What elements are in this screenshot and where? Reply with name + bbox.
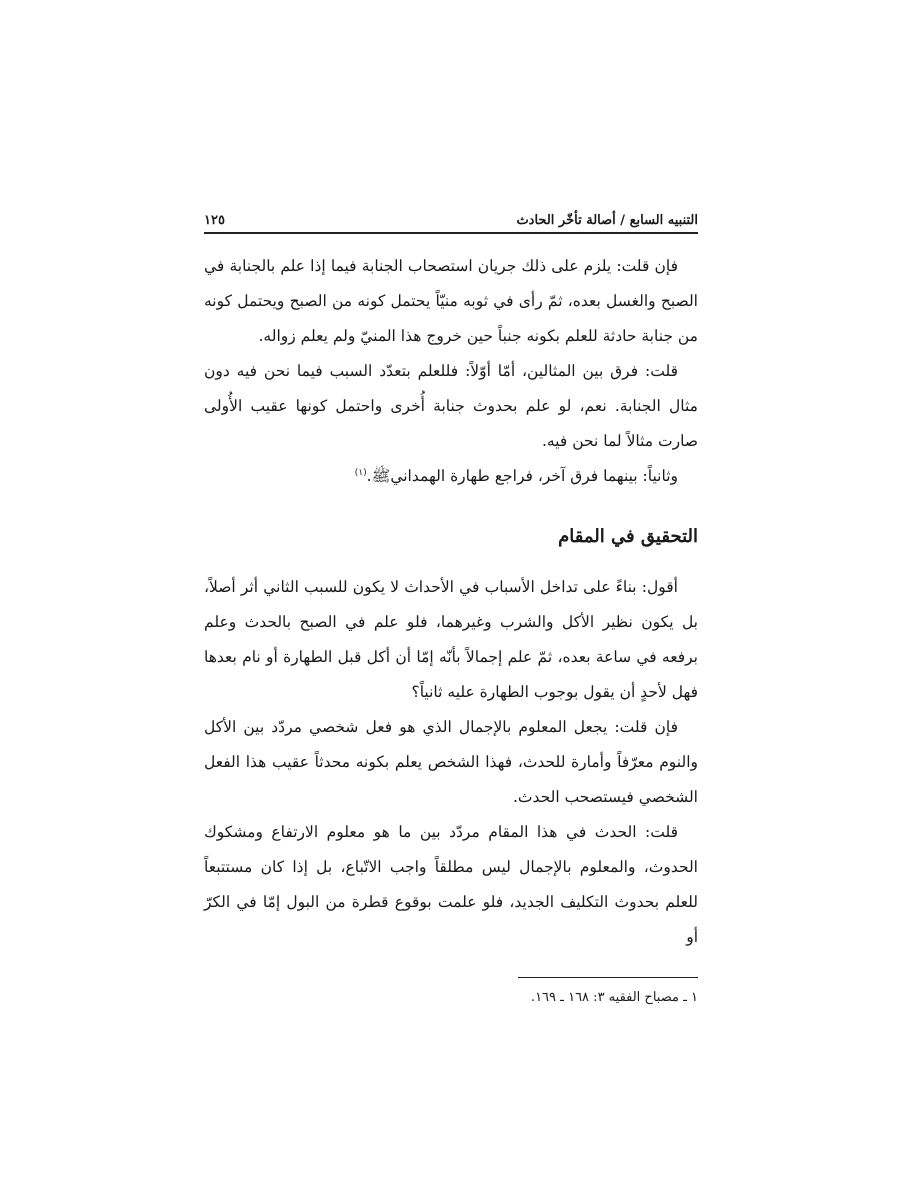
book-page xyxy=(204,206,698,1010)
footnote: ١ ـ مصباح الفقيه ٣: ١٦٨ ـ ١٦٩. xyxy=(530,990,698,1005)
footnote-marker: (١) xyxy=(354,467,367,478)
paragraph-5: فإن قلت: يجعل المعلوم بالإجمال الذي هو فعل شخصي مردّد بين الأكل والنوم معرّفاً وأمارة للحدث، فهذا الشخص يعلم بكونه محدثاً عقيب هذا الفعل الشخصي فيستصحب الحدث. xyxy=(204,718,698,806)
paragraph-3-end: . xyxy=(366,467,372,485)
paragraph-1: فإن قلت: يلزم على ذلك جريان استصحاب الجنابة فيما إذا علم بالجنابة في الصبح والغسل بعده، ثمّ رأى في ثوبه منيّاً يحتمل كونه من الصبح ويحتمل كونه من جنابة حادثة للعلم بكونه جنباً حين خروج هذا المنيّ ولم يعلم زواله. xyxy=(204,257,698,345)
paragraph-6: قلت: الحدث في هذا المقام مردّد بين ما هو معلوم الارتفاع ومشكوك الحدوث، والمعلوم بالإجمال ليس مطلقاً واجب الاتّباع، بل إذا كان مستتبعاً للعلم بحدوث التكليف الجديد، فلو علمت بوقوع قطرة من البول إمّا في الكرّ أو xyxy=(204,823,698,946)
paragraph-3 xyxy=(204,459,698,494)
page-number: ١٢٥ xyxy=(204,213,225,228)
section-heading: التحقيق في المقام xyxy=(558,526,698,547)
paragraph-2: قلت: فرق بين المثالين، أمّا أوّلاً: فللعلم بتعدّد السبب فيما نحن فيه دون مثال الجنابة. نعم، لو علم بحدوث جنابة أُخرى واحتمل كونها عقيب الأُولى صارت مثالاً لما نحن فيه. xyxy=(204,362,698,450)
running-header xyxy=(204,206,698,228)
header-divider xyxy=(204,232,698,234)
honorific-glyph: ﷺ xyxy=(371,467,391,485)
footnote-divider xyxy=(518,977,698,978)
paragraph-4: أقول: بناءً على تداخل الأسباب في الأحداث لا يكون للسبب الثاني أثر أصلاً، بل يكون نظير الأكل والشرب وغيرهما، فلو علم في الصبح بالحدث وعلم برفعه في ساعة بعده، ثمّ علم إجمالاً بأنّه إمّا أن أكل قبل الطهارة أو نام بعدها فهل لأحدٍ أن يقول بوجوب الطهارة عليه ثانياً؟ xyxy=(204,578,698,701)
paragraph-3-text: وثانياً: بينهما فرق آخر، فراجع طهارة الهمداني xyxy=(390,467,678,485)
running-title: التنبيه السابع / أصالة تأخّر الحادث xyxy=(516,213,698,228)
